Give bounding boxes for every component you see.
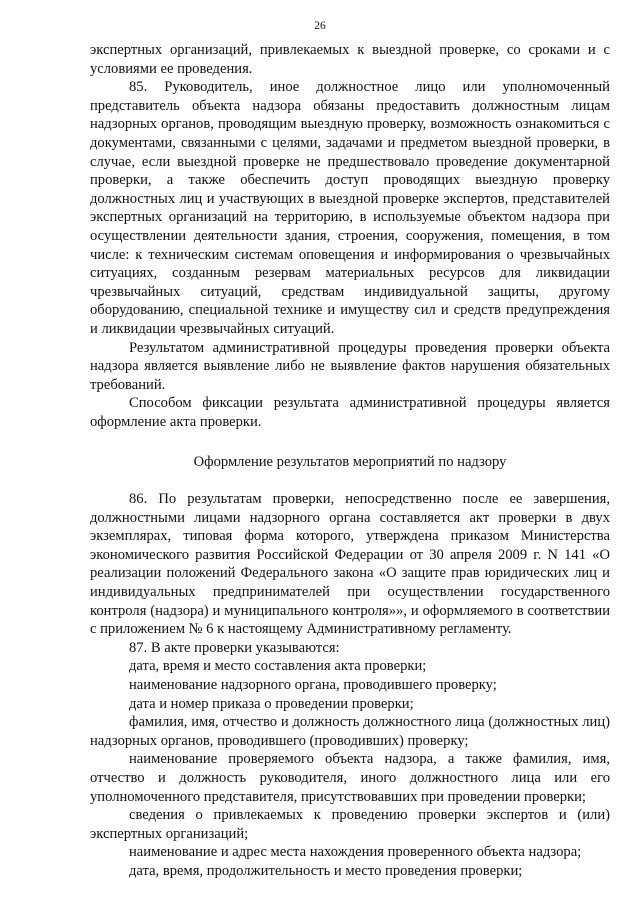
list-item: дата и номер приказа о проведении проверки; [129, 695, 414, 712]
list-item: наименование надзорного органа, проводившего проверку; [129, 677, 497, 693]
list-item: дата, время и место составления акта проверки; [129, 658, 427, 675]
paragraph-fixation: Способом фиксации результата административной процедуры является оформление акта проверки. [90, 395, 610, 430]
list-item: наименование проверяемого объекта надзора, а также фамилия, имя, отчество и должность руководителя, иного должностного лица или его уполномоченного представителя, присутствовавших при проведении проверки; [90, 751, 610, 805]
list-item: сведения о привлекаемых к проведению проверки экспертов и (или) экспертных организаций; [90, 807, 610, 842]
paragraph-85: 85. Руководитель, иное должностное лицо или уполномоченный представитель объекта надзора обязаны предоставить должностным лицам надзорных органов, проводящим выездную проверку, возможность ознакомиться с документами, связанными с целями, задачами и предметом выездной проверки, в случае, если выездной проверке не предшествовало проведение документарной проверки, а также обеспечить доступ проводящих выездную проверку должностных лиц и участвующих в выездной проверке экспертов, представителей экспертных организаций на территорию, в используемые объектом надзора при осуществлении деятельности здания, строения, сооружения, помещения, в том числе: к техническим системам оповещения и информирования о чрезвычайных ситуациях, созданным резервам материальных ресурсов для ликвидации чрезвычайных ситуаций, средствам индивидуальной защиты, другому оборудованию, специальной технике и имуществу сил и средств предупреждения и ликвидации чрезвычайных ситуаций. [90, 79, 610, 337]
list-item: фамилия, имя, отчество и должность должностного лица (должностных лиц) надзорных органов, проводившего (проводивших) проверку; [90, 714, 610, 749]
section-heading: Оформление результатов мероприятий по надзору [193, 454, 507, 471]
paragraph-result: Результатом административной процедуры проведения проверки объекта надзора является выявление либо не выявление фактов нарушения обязательных требований. [90, 339, 610, 393]
list-item: дата, время, продолжительность и место проведения проверки; [129, 862, 523, 879]
paragraph-87: 87. В акте проверки указываются: [129, 639, 340, 656]
list-item: наименование и адрес места нахождения проверенного объекта надзора; [129, 844, 582, 861]
document-body [90, 41, 610, 881]
paragraph-86: 86. По результатам проверки, непосредственно после ее завершения, должностными лицами надзорного органа составляется акт проверки в двух экземплярах, типовая форма которого, утверждена приказом Министерства экономического развития Российской Федерации от 30 апреля 2009 г. N 141 «О реализации положений Федерального закона «О защите прав юридических лиц и индивидуальных предпринимателей при осуществлении государственного контроля (надзора) и муниципального контроля»», и оформляемого в соответствии с приложением № 6 к настоящему Административному регламенту. [90, 491, 610, 638]
paragraph-continuation: экспертных организаций, привлекаемых к выездной проверке, со сроками и с условиями ее проведения. [90, 42, 610, 77]
page-number: 26 [314, 20, 326, 32]
